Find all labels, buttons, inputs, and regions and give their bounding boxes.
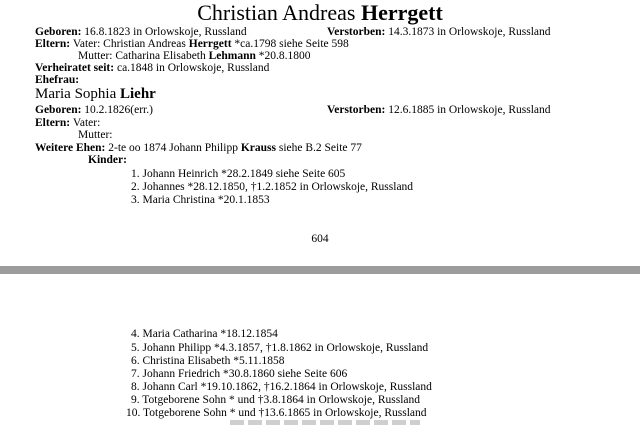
spouse-label: Ehefrau:: [35, 74, 80, 86]
wife-mother: Mutter:: [78, 129, 113, 141]
mother-post: *20.8.1800: [258, 50, 311, 62]
married-label: Verheiratet seit:: [35, 62, 115, 74]
more-marriages-row: [35, 141, 362, 155]
wife-death-row: [327, 103, 551, 117]
wife-name: [35, 85, 156, 103]
mother-surname: Lehmann: [208, 50, 256, 62]
born-value: 16.8.1823 in Orlowskoje, Russland: [84, 26, 247, 38]
child-item: 5. Johann Philipp *4.3.1857, †1.8.1862 in Orlowskoje, Russland: [131, 342, 429, 354]
person-name-heading: [0, 0, 640, 26]
more-marriages-pre: 2-te oo 1874 Johann Philipp: [108, 142, 238, 154]
parents-label: Eltern:: [35, 38, 71, 50]
more-marriages-post: siehe B.2 Seite 77: [278, 142, 362, 154]
child-item: 2. Johannes *28.12.1850, †1.2.1852 in Orlowskoje, Russland: [131, 181, 414, 193]
child-item: 7. Johann Friedrich *30.8.1860 siehe Seite 606: [131, 368, 348, 380]
child-item: 8. Johann Carl *19.10.1862, †16.2.1864 in Orlowskoje, Russland: [131, 381, 432, 393]
children-label-row: [88, 153, 127, 167]
more-marriages-label: Weitere Ehen:: [35, 142, 106, 154]
page-break-divider: [0, 266, 640, 274]
child-item: 3. Maria Christina *20.1.1853: [131, 194, 270, 206]
child-item: 9. Totgeborene Sohn * und †3.8.1864 in Orlowskoje, Russland: [131, 394, 421, 406]
child-item: 10. Totgeborene Sohn * und †13.6.1865 in Orlowskoje, Russland: [126, 407, 427, 419]
death-row: [327, 25, 551, 39]
wife-born-label: Geboren:: [35, 104, 82, 116]
wife-first-names: Maria Sophia: [35, 86, 117, 102]
first-names: Christian Andreas: [197, 0, 356, 25]
wife-surname: Liehr: [119, 86, 156, 102]
wife-mother-row: [78, 128, 113, 142]
cut-off-text-line: [230, 420, 420, 425]
died-value: 14.3.1873 in Orlowskoje, Russland: [388, 26, 551, 38]
wife-died-label: Verstorben:: [327, 104, 386, 116]
wife-father: Vater:: [72, 117, 101, 129]
father-post: *ca.1798 siehe Seite 598: [234, 38, 349, 50]
died-label: Verstorben:: [327, 26, 386, 38]
father-surname: Herrgett: [188, 38, 232, 50]
child-item: 1. Johann Heinrich *28.2.1849 siehe Seite 605: [131, 168, 346, 180]
more-marriages-surname: Krauss: [240, 142, 276, 154]
wife-died-value: 12.6.1885 in Orlowskoje, Russland: [388, 104, 551, 116]
mother-pre: Mutter: Catharina Elisabeth: [78, 50, 206, 62]
father-pre: Vater: Christian Andreas: [72, 38, 186, 50]
wife-born-value: 10.2.1826(err.): [84, 104, 153, 116]
children-label: Kinder:: [88, 154, 127, 166]
born-label: Geboren:: [35, 26, 82, 38]
wife-birth-row: [35, 103, 153, 117]
wife-parents-label: Eltern:: [35, 117, 71, 129]
surname: Herrgett: [360, 0, 443, 25]
child-item: 4. Maria Catharina *18.12.1854: [131, 328, 278, 340]
child-item: 6. Christina Elisabeth *5.11.1858: [131, 355, 285, 367]
page-number: 604: [311, 233, 329, 245]
married-value: ca.1848 in Orlowskoje, Russland: [116, 62, 270, 74]
